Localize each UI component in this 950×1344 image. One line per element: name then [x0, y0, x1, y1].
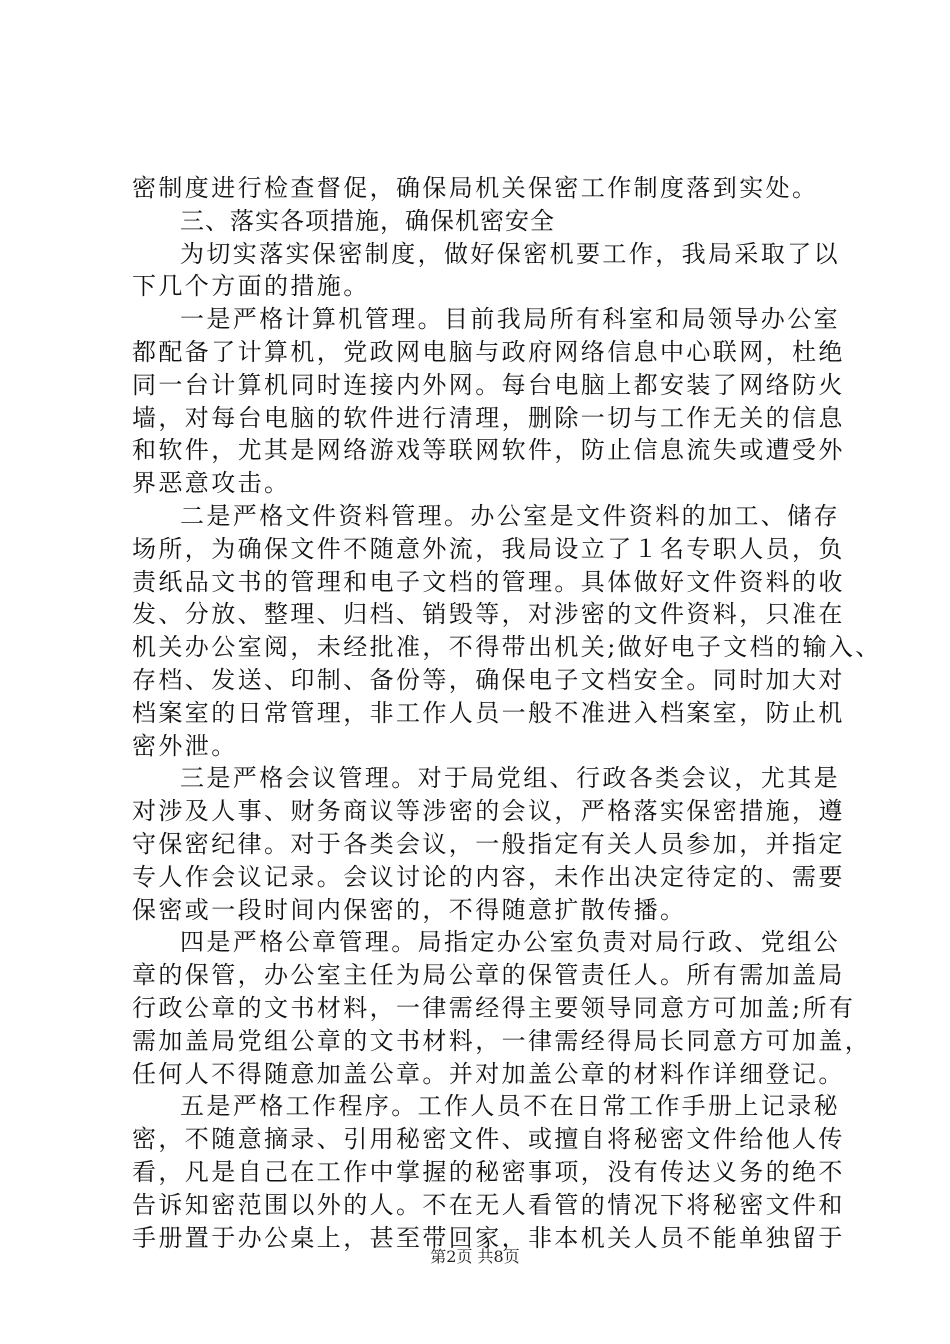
text-line: 告诉知密范围以外的人。不在无人看管的情况下将秘密文件和 — [132, 1190, 845, 1219]
text-line: 为切实落实保密制度，做好保密机要工作，我局采取了以 — [180, 239, 840, 268]
text-line: 存档、发送、印制、备份等，确保电子文档安全。同时加大对 — [132, 665, 845, 694]
text-line: 密制度进行检查督促，确保局机关保密工作制度落到实处。 — [132, 174, 819, 202]
text-line: 五是严格工作程序。工作人员不在日常工作手册上记录秘 — [180, 1092, 840, 1121]
text-line: 档案室的日常管理，非工作人员一般不准进入档案室，防止机 — [132, 698, 845, 727]
text-line: 专人作会议记录。会议讨论的内容，未作出决定待定的、需要 — [132, 862, 845, 891]
text-line: 同一台计算机同时连接内外网。每台电脑上都安装了网络防火 — [132, 370, 845, 399]
text-line: 二是严格文件资料管理。办公室是文件资料的加工、储存 — [180, 501, 840, 530]
text-line: 四是严格公章管理。局指定办公室负责对局行政、党组公 — [180, 928, 840, 957]
text-line: 保密或一段时间内保密的，不得随意扩散传播。 — [132, 895, 687, 924]
page-number-label: 第2页 共8页 — [430, 1247, 520, 1266]
text-line: 需加盖局党组公章的文书材料，一律需经得局长同意方可加盖， — [132, 1026, 872, 1055]
text-line: 场所，为确保文件不随意外流，我局设立了１名专职人员，负 — [132, 534, 845, 563]
text-line: 下几个方面的措施。 — [132, 272, 370, 301]
text-line: 墙，对每台电脑的软件进行清理，删除一切与工作无关的信息 — [132, 403, 845, 432]
text-line: 三是严格会议管理。对于局党组、行政各类会议，尤其是 — [180, 764, 840, 793]
text-line: 行政公章的文书材料，一律需经得主要领导同意方可加盖;所有 — [132, 993, 856, 1022]
text-line: 手册置于办公桌上，甚至带回家，非本机关人员不能单独留于 — [132, 1223, 845, 1252]
text-line: 任何人不得随意加盖公章。并对加盖公章的材料作详细登记。 — [132, 1059, 845, 1088]
text-line: 和软件，尤其是网络游戏等联网软件，防止信息流失或遭受外 — [132, 436, 845, 465]
text-line: 密外泄。 — [132, 731, 238, 760]
text-line: 看，凡是自己在工作中掌握的秘密事项，没有传达义务的绝不 — [132, 1157, 845, 1186]
text-line: 对涉及人事、财务商议等涉密的会议，严格落实保密措施，遵 — [132, 797, 845, 826]
page-footer — [0, 1244, 950, 1267]
text-line: 都配备了计算机，党政网电脑与政府网络信息中心联网，杜绝 — [132, 337, 845, 366]
text-line: 一是严格计算机管理。目前我局所有科室和局领导办公室 — [180, 305, 840, 334]
text-line: 责纸品文书的管理和电子文档的管理。具体做好文件资料的收 — [132, 567, 845, 596]
text-line: 守保密纪律。对于各类会议，一般指定有关人员参加，并指定 — [132, 829, 845, 858]
text-line: 发、分放、整理、归档、销毁等，对涉密的文件资料，只准在 — [132, 600, 845, 629]
section-heading: 三、落实各项措施，确保机密安全 — [180, 206, 555, 235]
document-body — [132, 172, 882, 1254]
text-line: 界恶意攻击。 — [132, 469, 291, 498]
text-line: 密，不随意摘录、引用秘密文件、或擅自将秘密文件给他人传 — [132, 1125, 845, 1154]
text-line: 机关办公室阅，未经批准，不得带出机关;做好电子文档的输入、 — [132, 633, 882, 662]
text-line: 章的保管，办公室主任为局公章的保管责任人。所有需加盖局 — [132, 961, 845, 990]
